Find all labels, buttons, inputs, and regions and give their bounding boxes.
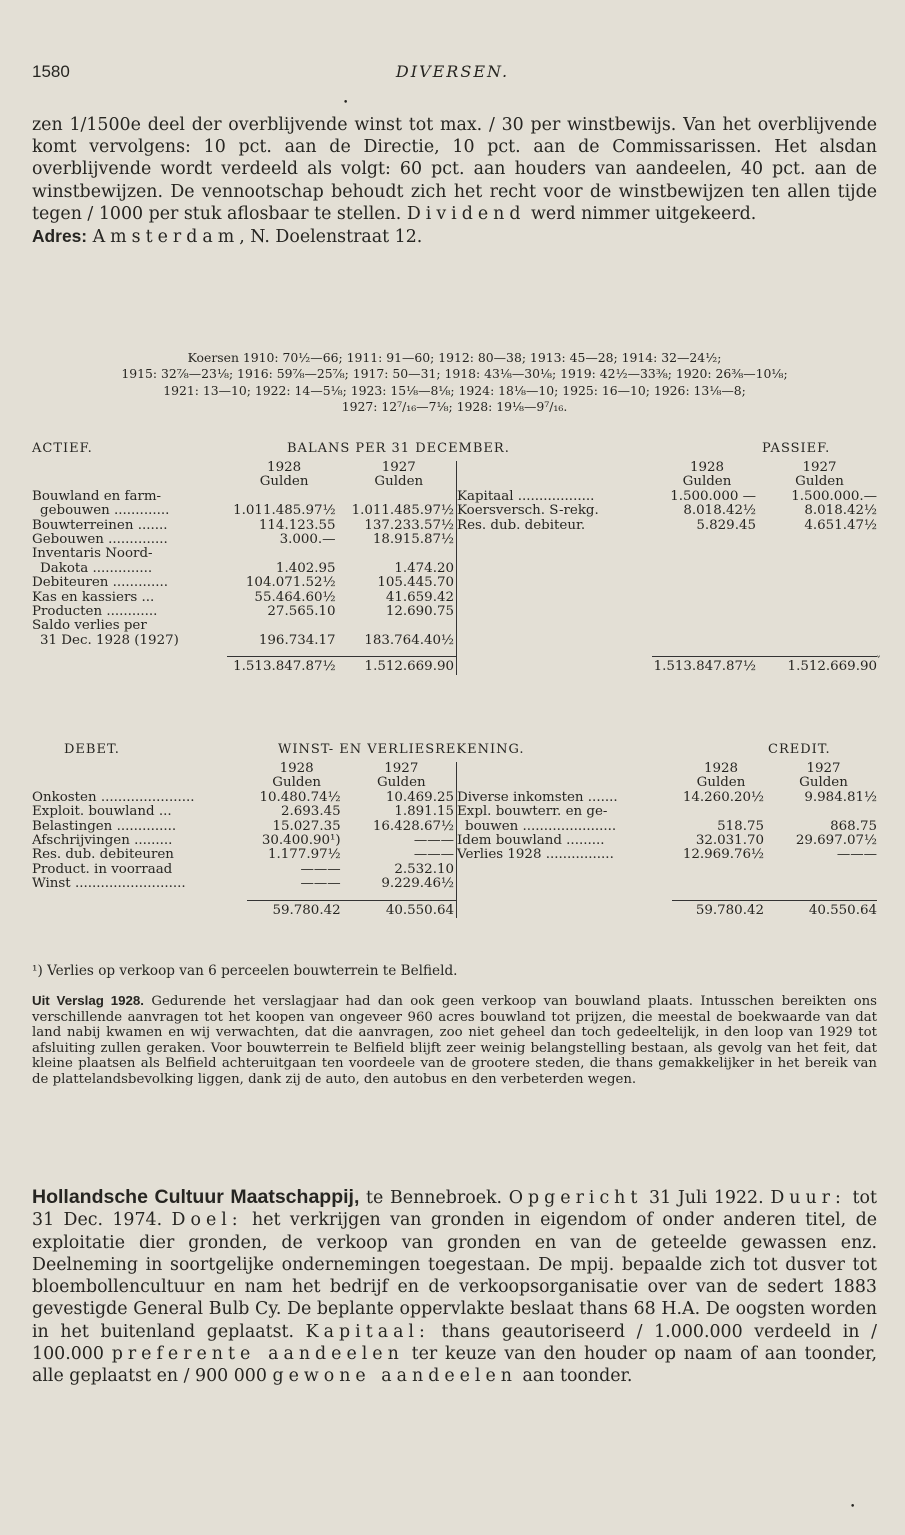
row-label: Verlies 1928 ................	[457, 847, 614, 863]
value-1927	[342, 490, 457, 504]
value-1927: ———	[347, 834, 457, 848]
debet-table	[32, 762, 457, 918]
pl-title-row	[32, 742, 877, 758]
verslag-paragraph	[32, 993, 877, 1088]
value-1928: 104.071.52½	[245, 575, 336, 591]
value-1927: 1.011.485.97½	[342, 504, 457, 518]
company-seg: te Bennebroek.	[359, 1188, 509, 1208]
year-1927: 1927	[802, 460, 837, 475]
table-row	[32, 605, 457, 619]
year-1927: 1927	[806, 761, 841, 776]
row-label: Kapitaal ..................	[457, 488, 595, 504]
value-1927: 4.651.47½	[804, 517, 877, 533]
koersen-line: 1927: 12⁷/₁₆—7⅛; 1928: 19⅛—9⁷/₁₆.	[341, 398, 568, 414]
row-label: Exploit. bouwland ...	[32, 804, 172, 820]
table-row	[32, 863, 457, 877]
spacer-cell	[347, 892, 457, 901]
row-label: 31 Dec. 1928 (1927)	[40, 632, 179, 648]
value-1928: ———	[300, 876, 341, 892]
table-row	[32, 562, 457, 576]
value-1927: 2.532.10	[347, 863, 457, 877]
column-units	[32, 475, 457, 489]
company-seg: tot 31 Dec. 1974.	[32, 1188, 878, 1231]
table-row	[32, 576, 457, 590]
row-label: Kas en kassiers ...	[32, 589, 155, 605]
debet-title: DEBET.	[64, 742, 120, 757]
total-row	[457, 900, 877, 918]
value-1927: 105.445.70	[342, 576, 457, 590]
row-label: Inventaris Noord-	[32, 546, 153, 562]
value-1927: 9.984.81½	[804, 789, 877, 805]
row-label: Idem bouwland .........	[457, 833, 605, 849]
dividend-label: Dividend	[406, 203, 526, 224]
table-row	[32, 533, 457, 547]
opgericht-label: Opgericht	[508, 1188, 643, 1208]
spacer-cell	[342, 648, 457, 657]
spacer-row	[457, 533, 877, 657]
table-row	[32, 619, 457, 633]
year-1928: 1928	[267, 460, 302, 475]
company-seg: thans geautoriseerd / 1.000.000 verdeeld in / 100.000	[32, 1321, 877, 1365]
table-row	[32, 791, 457, 805]
spacer-cell	[652, 533, 762, 657]
value-1928	[227, 619, 342, 633]
value-1927: 1.500.000.—	[791, 488, 877, 504]
kapitaal-label: Kapitaal:	[305, 1321, 430, 1342]
credit-table	[457, 762, 877, 918]
duur-label: Duur:	[770, 1188, 846, 1208]
value-1928: 518.75	[717, 818, 764, 834]
dot-mark: •	[850, 1502, 856, 1512]
table-row	[457, 820, 877, 834]
spacer-row	[32, 892, 457, 901]
intro-text: zen 1/1500e deel der overblijvende winst tot max. / 30 per winstbewijs. Van het overblijvende komt vervolgens: 10 pct. aan de Directie, 10 pct. aan de Commissarissen. Het alsdan overblijvende wordt verdeeld als volgt: 60 pct. aan houders van aandeelen, 40 pct. aan de winstbewijzen. De vennootschap behoudt zich het recht voor de winstbewijzen ten allen tijde tegen / 1000 per stuk aflosbaar te stellen.	[32, 115, 877, 224]
unit-label: Gulden	[696, 775, 746, 791]
balance-title-row	[32, 441, 877, 457]
passief-table	[457, 461, 877, 675]
table-row	[457, 490, 877, 504]
actief-title: ACTIEF.	[32, 441, 93, 456]
footnote: ¹) Verlies op verkoop van 6 perceelen bouwterrein te Belfield.	[32, 963, 458, 979]
adres-label: Adres:	[32, 226, 88, 247]
year-1928: 1928	[279, 761, 314, 776]
total-1927: 1.512.669.90	[762, 657, 877, 675]
dividend-text: werd nimmer uitgekeerd.	[531, 203, 757, 224]
profit-loss-account	[32, 742, 877, 918]
table-row	[457, 504, 877, 518]
verslag-label: Uit Verslag 1928.	[32, 993, 144, 1008]
koersen-line: 1915: 32⅞—23⅛; 1916: 59⅞—25⅞; 1917: 50—31; 1918: 43⅛—30⅛; 1919: 42½—33⅜; 1920: 26⅜—10⅛;	[121, 366, 788, 382]
row-label: Saldo verlies per	[32, 618, 147, 634]
spacer-cell	[457, 533, 652, 657]
company-seg: aan toonder.	[516, 1366, 633, 1387]
table-row	[32, 805, 457, 819]
doel-label: Doel:	[171, 1210, 243, 1231]
value-1928: 196.734.17	[258, 632, 336, 648]
actief-table	[32, 461, 457, 675]
column-units	[457, 776, 877, 790]
table-row	[457, 791, 877, 805]
total-spacer	[32, 657, 227, 675]
unit-label: Gulden	[795, 474, 844, 490]
spacer-cell	[32, 892, 247, 901]
value-1927	[770, 805, 877, 819]
spacer-cell	[227, 648, 342, 657]
spacer-cell	[672, 863, 770, 900]
value-1927: 16.428.67½	[347, 820, 457, 834]
row-label: Bouwterreinen .......	[32, 517, 168, 533]
koersen-line: 1921: 13—10; 1922: 14—5⅛; 1923: 15⅛—8⅛; 1924: 18⅛—10; 1925: 16—10; 1926: 13⅛—8;	[163, 382, 746, 398]
value-1928: 1.500.000 —	[670, 488, 756, 504]
company-seg: ter keuze van den houder op naam of aan toonder, alle geplaatst en / 900 000	[32, 1344, 877, 1387]
value-1928: 10.480.74½	[259, 789, 341, 805]
value-1928: 55.464.60½	[254, 589, 336, 605]
value-1928: 8.018.42½	[683, 503, 756, 519]
value-1927: 41.659.42	[342, 591, 457, 605]
total-1928: 1.513.847.87½	[227, 657, 342, 675]
koersen-line: Koersen 1910: 70½—66; 1911: 91—60; 1912: 80—38; 1913: 45—28; 1914: 32—24½;	[187, 350, 722, 365]
row-label: Expl. bouwterr. en ge-	[457, 804, 608, 820]
total-1928: 1.513.847.87½	[652, 657, 762, 675]
value-1927: 12.690.75	[342, 605, 457, 619]
total-1927: 1.512.669.90	[342, 657, 457, 675]
koersen-block	[32, 350, 877, 415]
year-1928: 1928	[689, 460, 725, 475]
total-row	[32, 900, 457, 918]
table-row	[32, 877, 457, 891]
row-label: Producten ............	[32, 604, 158, 620]
value-1928: 1.177.97½	[268, 847, 341, 863]
unit-label: Gulden	[272, 775, 322, 791]
table-row	[32, 591, 457, 605]
value-1927: 10.469.25	[347, 791, 457, 805]
verslag-text: Gedurende het verslagjaar had dan ook geen verkoop van bouwland plaats. Intusschen bereikten ons verschillende aanvragen tot het koopen van ongeveer 960 acres bouwland tot prijzen, die meestal de boekwaarde van dat land nabij kwamen en wij verwachten, dat die aanvragen, zoo niet geheel dan toch gedeeltelijk, in den loop van 1929 tot afsluiting zullen geraken. Voor bouwterrein te Belfield blijft zeer weinig belangstelling bestaan, als gevolg van het feit, dat kleine plaatsen als Belfield achteruitgaan ten voordeele van de grootere steden, die thans gemakkelijker in het bereik van de plattelandsbevolking liggen, dank zij de auto, den autobus en den verbeterden wegen.	[32, 994, 878, 1087]
spacer-cell	[770, 863, 877, 900]
spacer-cell	[32, 648, 227, 657]
row-label: Res. dub. debiteuren	[32, 847, 174, 863]
gewone-label: gewone aandeelen	[272, 1366, 517, 1387]
row-label: Koersversch. S-rekg.	[457, 503, 599, 519]
table-row	[32, 848, 457, 862]
margin-mark: ˇ	[876, 656, 881, 667]
row-label: Res. dub. debiteur.	[457, 517, 586, 533]
year-1928: 1928	[703, 761, 739, 776]
row-label: Afschrijvingen .........	[32, 833, 173, 849]
total-1927: 40.550.64	[347, 900, 457, 918]
total-1928: 59.780.42	[247, 900, 347, 918]
column-years	[457, 461, 877, 475]
value-1928: ———	[300, 861, 341, 877]
year-1927: 1927	[342, 461, 457, 475]
row-label: Onkosten ......................	[32, 789, 195, 805]
page-header	[32, 62, 873, 86]
value-1927: 29.697.07½	[795, 833, 877, 849]
table-row	[32, 634, 457, 648]
value-1927: 18.915.87½	[342, 533, 457, 547]
preferente-label: preferente aandeelen	[111, 1344, 404, 1365]
column-years	[32, 461, 457, 475]
value-1928: 2.693.45	[280, 804, 341, 820]
value-1927: 8.018.42½	[804, 503, 877, 519]
value-1928: 3.000.—	[279, 532, 336, 548]
value-1927: ———	[836, 847, 877, 863]
row-label: Diverse inkomsten .......	[457, 789, 618, 805]
row-label: Belastingen ..............	[32, 818, 177, 834]
page-number: 1580	[32, 62, 70, 81]
unit-label: Gulden	[682, 474, 732, 490]
column-units	[32, 776, 457, 790]
unit-label: Gulden	[347, 776, 457, 790]
spacer-row	[457, 863, 877, 900]
spacer-cell	[762, 533, 877, 657]
dot-mark: •	[343, 98, 349, 108]
company-paragraph	[32, 1186, 877, 1388]
value-1928: 12.969.76½	[682, 847, 764, 863]
row-label: Winst ..........................	[32, 876, 186, 892]
table-row	[457, 848, 877, 862]
value-1927: 868.75	[830, 818, 877, 834]
intro-paragraph	[32, 114, 877, 248]
total-1928: 59.780.42	[672, 900, 770, 918]
total-1927: 40.550.64	[770, 900, 877, 918]
value-1927: 1.891.15	[347, 805, 457, 819]
column-years	[457, 762, 877, 776]
table-row	[32, 490, 457, 504]
value-1927: 9.229.46½	[347, 877, 457, 891]
value-1928: 1.011.485.97½	[233, 503, 336, 519]
value-1928: 30.400.90¹)	[261, 833, 341, 849]
value-1928: 5.829.45	[696, 517, 756, 533]
table-row	[457, 834, 877, 848]
company-seg: 31 Juli 1922.	[642, 1188, 771, 1208]
running-head: DIVERSEN.	[395, 62, 510, 81]
row-label: bouwen ......................	[465, 818, 617, 834]
company-name: Hollandsche Cultuur Maatschappij,	[32, 1186, 360, 1208]
total-row	[32, 657, 457, 675]
value-1927	[342, 547, 457, 561]
spacer-row	[32, 648, 457, 657]
value-1927	[342, 619, 457, 633]
table-row	[32, 504, 457, 518]
row-label: Gebouwen ..............	[32, 532, 168, 548]
balance-title: BALANS PER 31 DECEMBER.	[287, 441, 510, 456]
table-row	[32, 547, 457, 561]
value-1928: 14.260.20½	[682, 789, 764, 805]
unit-label: Gulden	[342, 475, 457, 489]
value-1928	[227, 547, 342, 561]
value-1927: 183.764.40½	[342, 634, 457, 648]
row-label: gebouwen .............	[40, 503, 170, 519]
credit-title: CREDIT.	[768, 742, 831, 757]
value-1928: 32.031.70	[695, 833, 764, 849]
adres-city: Amsterdam	[92, 227, 240, 248]
value-1927: 1.474.20	[342, 562, 457, 576]
row-label: Dakota ..............	[40, 560, 153, 576]
pl-title: WINST- EN VERLIESREKENING.	[278, 742, 525, 757]
company-seg: het verkrijgen van gronden in eigendom of onder anderen titel, de exploitatie dier gronden, de verkoop van gronden en van de geteelde gewassen enz. Deelneming in soortgelijke ondernemingen toegestaan. De mpij. bepaalde zich tot dusver tot bloembollencultuur en nam het bedrijf en de verkoopsorganisatie over van de sedert 1883 gevestigde General Bulb Cy. De beplante oppervlakte beslaat thans 68 H.A. De oogsten worden in het buitenland geplaatst.	[32, 1210, 877, 1342]
row-label: Product. in voorraad	[32, 861, 173, 877]
unit-label: Gulden	[259, 474, 309, 490]
row-label: Bouwland en farm-	[32, 488, 162, 504]
total-row	[457, 657, 877, 675]
value-1928	[227, 490, 342, 504]
adres-rest: , N. Doelenstraat 12.	[239, 227, 423, 248]
value-1927: ———	[347, 848, 457, 862]
unit-label: Gulden	[799, 775, 848, 791]
year-1927: 1927	[347, 762, 457, 776]
table-row	[457, 519, 877, 533]
total-spacer	[457, 657, 652, 675]
spacer-cell	[457, 863, 672, 900]
column-units	[457, 475, 877, 489]
spacer-cell	[247, 892, 347, 901]
table-row	[32, 820, 457, 834]
table-row	[457, 805, 877, 819]
table-row	[32, 834, 457, 848]
value-1928: 15.027.35	[272, 818, 341, 834]
value-1928: 1.402.95	[275, 560, 336, 576]
passief-title: PASSIEF.	[762, 441, 831, 456]
table-row	[32, 519, 457, 533]
total-spacer	[457, 900, 672, 918]
value-1928: 114.123.55	[258, 517, 336, 533]
value-1928	[672, 805, 770, 819]
value-1928: 27.565.10	[267, 604, 336, 620]
value-1927: 137.233.57½	[342, 519, 457, 533]
row-label: Debiteuren .............	[32, 575, 168, 591]
balance-sheet	[32, 441, 877, 675]
total-spacer	[32, 900, 247, 918]
column-years	[32, 762, 457, 776]
